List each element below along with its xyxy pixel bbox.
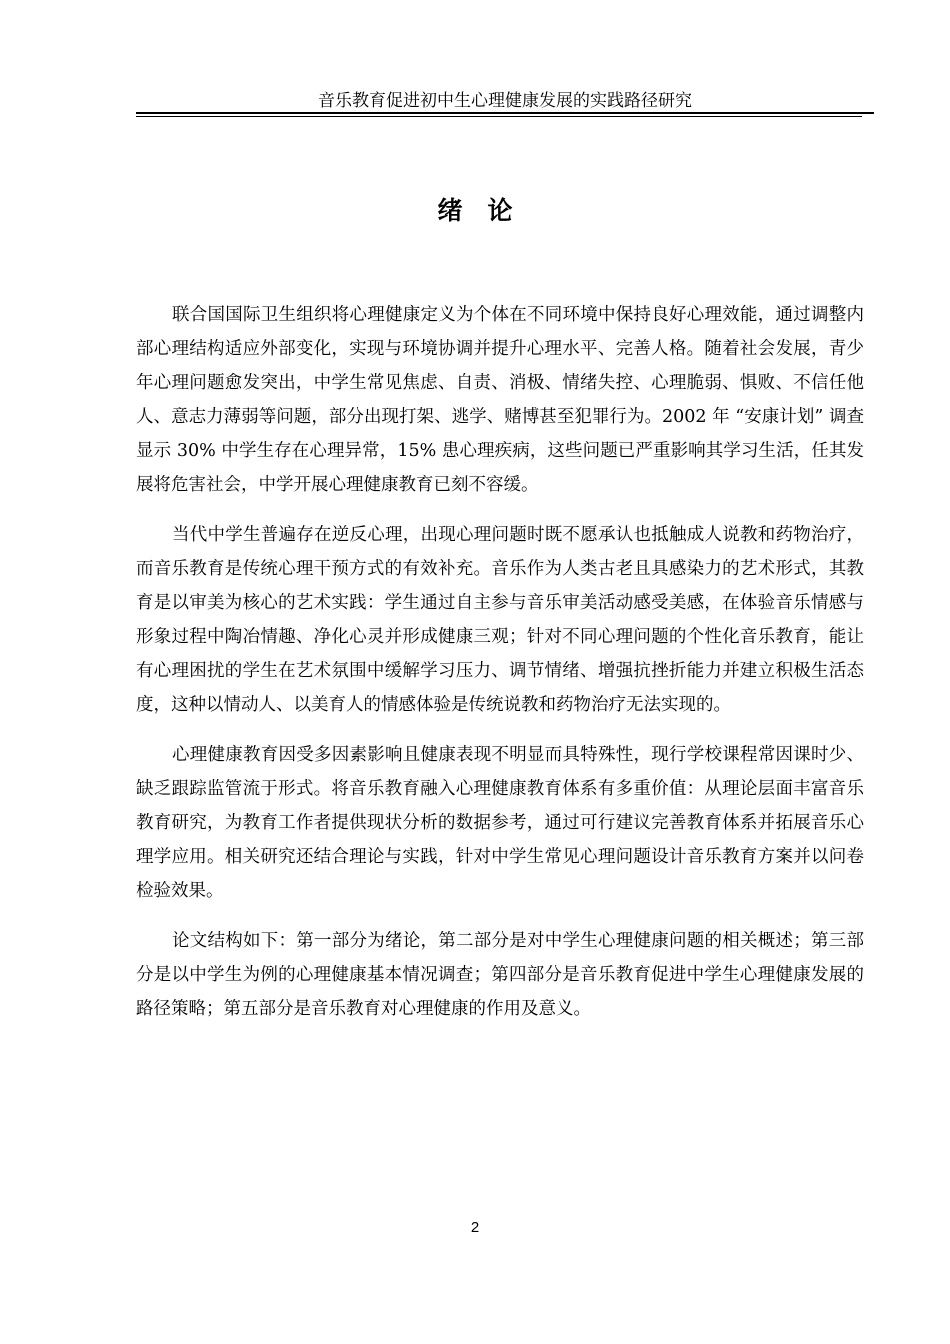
body-text — [136, 298, 864, 1042]
page-number: 2 — [470, 1219, 480, 1236]
paragraph-4: 论文结构如下：第一部分为绪论，第二部分是对中学生心理健康问题的相关概述；第三部分是以中学生为例的心理健康基本情况调查；第四部分是音乐教育促进中学生心理健康发展的路径策略；第五部分是音乐教育对心理健康的作用及意义。 — [136, 931, 864, 1019]
paragraph-1: 联合国国际卫生组织将心理健康定义为个体在不同环境中保持良好心理效能，通过调整内部心理结构适应外部变化，实现与环境协调并提升心理水平、完善人格。随着社会发展，青少年心理问题愈发突出，中学生常见焦虑、自责、消极、情绪失控、心理脆弱、惧败、不信任他人、意志力薄弱等问题，部分出现打架、逃学、赌博甚至犯罪行为。2002 年 “安康计划” 调查显示 30% 中学生存在心理异常，15% 患心理疾病，这些问题已严重影响其学习生活，任其发展将危害社会，中学开展心理健康教育已刻不容缓。 — [136, 305, 864, 495]
header-rule-thick — [136, 112, 874, 114]
header-rule-thin — [136, 116, 862, 117]
paragraph-3: 心理健康教育因受多因素影响且健康表现不明显而具特殊性，现行学校课程常因课时少、缺乏跟踪监管流于形式。将音乐教育融入心理健康教育体系有多重价值：从理论层面丰富音乐教育研究，为教育工作者提供现状分析的数据参考，通过可行建议完善教育体系并拓展音乐心理学应用。相关研究还结合理论与实践，针对中学生常见心理问题设计音乐教育方案并以问卷检验效果。 — [136, 745, 864, 901]
section-title: 绪 论 — [437, 196, 513, 225]
paragraph-2: 当代中学生普遍存在逆反心理，出现心理问题时既不愿承认也抵触成人说教和药物治疗，而音乐教育是传统心理干预方式的有效补充。音乐作为人类古老且具感染力的艺术形式，其教育是以审美为核心的艺术实践：学生通过自主参与音乐审美活动感受美感，在体验音乐情感与形象过程中陶冶情趣、净化心灵并形成健康三观；针对不同心理问题的个性化音乐教育，能让有心理困扰的学生在艺术氛围中缓解学习压力、调节情绪、增强抗挫折能力并建立积极生活态度，这种以情动人、以美育人的情感体验是传统说教和药物治疗无法实现的。 — [136, 525, 864, 715]
running-header-title: 音乐教育促进初中生心理健康发展的实践路径研究 — [318, 91, 692, 111]
